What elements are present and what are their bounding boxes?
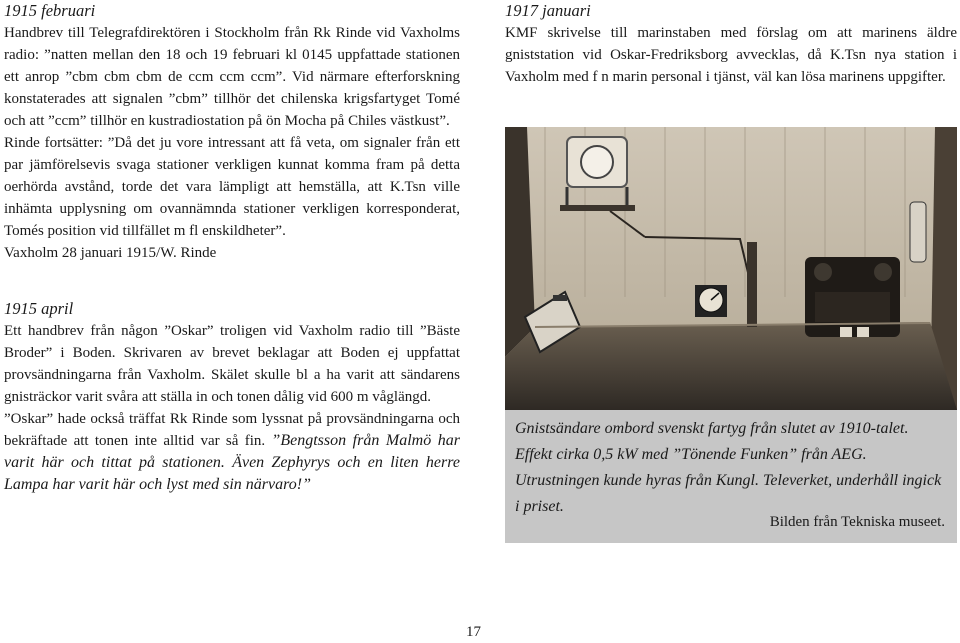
- paragraph: Rinde fortsätter: ”Då det ju vore intressant att få veta, om signaler från ett par jämförelsevis svaga stationer verkligen kunnat komma fram på detta oerhörda avstånd, torde det vara lämpligt att hemställa, att K.Tsn ville inhämta upplysning om ovannämnda stationer verkligen korresponderat, Tomés position vid tillfället m fl enskildheter”.: [4, 135, 460, 239]
- caption-text: Gnistsändare ombord svenskt fartyg från slutet av 1910-talet. Effekt cirka 0,5 kW med ”Tönende Funken” från AEG. Utrustningen kunde hyras från Kungl. Televerket, underhåll ingick i priset.: [515, 420, 942, 515]
- photo-spark-transmitter: [505, 127, 957, 410]
- paragraph: KMF skrivelse till marinstaben med förslag om att marinens äldre gniststation vid Oskar-Fredriksborg avvecklas, då K.Tsn nya station i Vaxholm med f n marin personal i tjänst, väl kan lösa marinens uppgifter.: [505, 25, 957, 85]
- photo-credit: Bilden från Tekniska museet.: [769, 514, 945, 530]
- right-column: [505, 0, 957, 88]
- photo-illustration: [505, 127, 957, 410]
- page-number: 17: [466, 624, 481, 640]
- paragraph: Ett handbrev från någon ”Oskar” troligen vid Vaxholm radio till ”Bäste Broder” i Boden. Skrivaren av brevet beklagar att Boden ej uppfattat provsändningarna från Vaxholm. Skälet skulle bl a ha varit att sändarens gnisträckor varit svåra att ställa in och tonen dålig vid 600 m våglängd.: [4, 323, 460, 405]
- section-heading: 1917 januari: [505, 1, 591, 20]
- section-1915-april: [4, 298, 460, 496]
- section-1915-februari: [4, 0, 460, 264]
- paragraph: [4, 408, 460, 496]
- quoted-italic-text: ”Bengtsson från Malmö har varit här och tittat på stationen. Även Zephyrys och en liten herre Lampa har varit här och lyst med sin närvaro!”: [4, 432, 460, 493]
- paragraph: Handbrev till Telegrafdirektören i Stockholm från Rk Rinde vid Vaxholms radio: ”natten mellan den 18 och 19 februari kl 0145 uppfattade stationen ett anrop ”cbm cbm cbm de ccm ccm ccm”. Vid närmare efterforskning konstaterades att signalen ”cbm” tillhör det chilenska krigsfartyget Tomé och att ”ccm” tillhör en kustradiostation på ön Mocha på Chiles västkust”.: [4, 25, 460, 129]
- paragraph-text: ”Oskar” hade också träffat Rk Rinde som lyssnat på provsändningarna och bekräftade att tonen inte alltid var så fin.: [4, 411, 460, 449]
- section-heading: 1915 april: [4, 299, 74, 318]
- signature-line: Vaxholm 28 januari 1915/W. Rinde: [4, 245, 217, 261]
- section-heading: 1915 februari: [4, 1, 96, 20]
- photo-caption: [505, 410, 957, 543]
